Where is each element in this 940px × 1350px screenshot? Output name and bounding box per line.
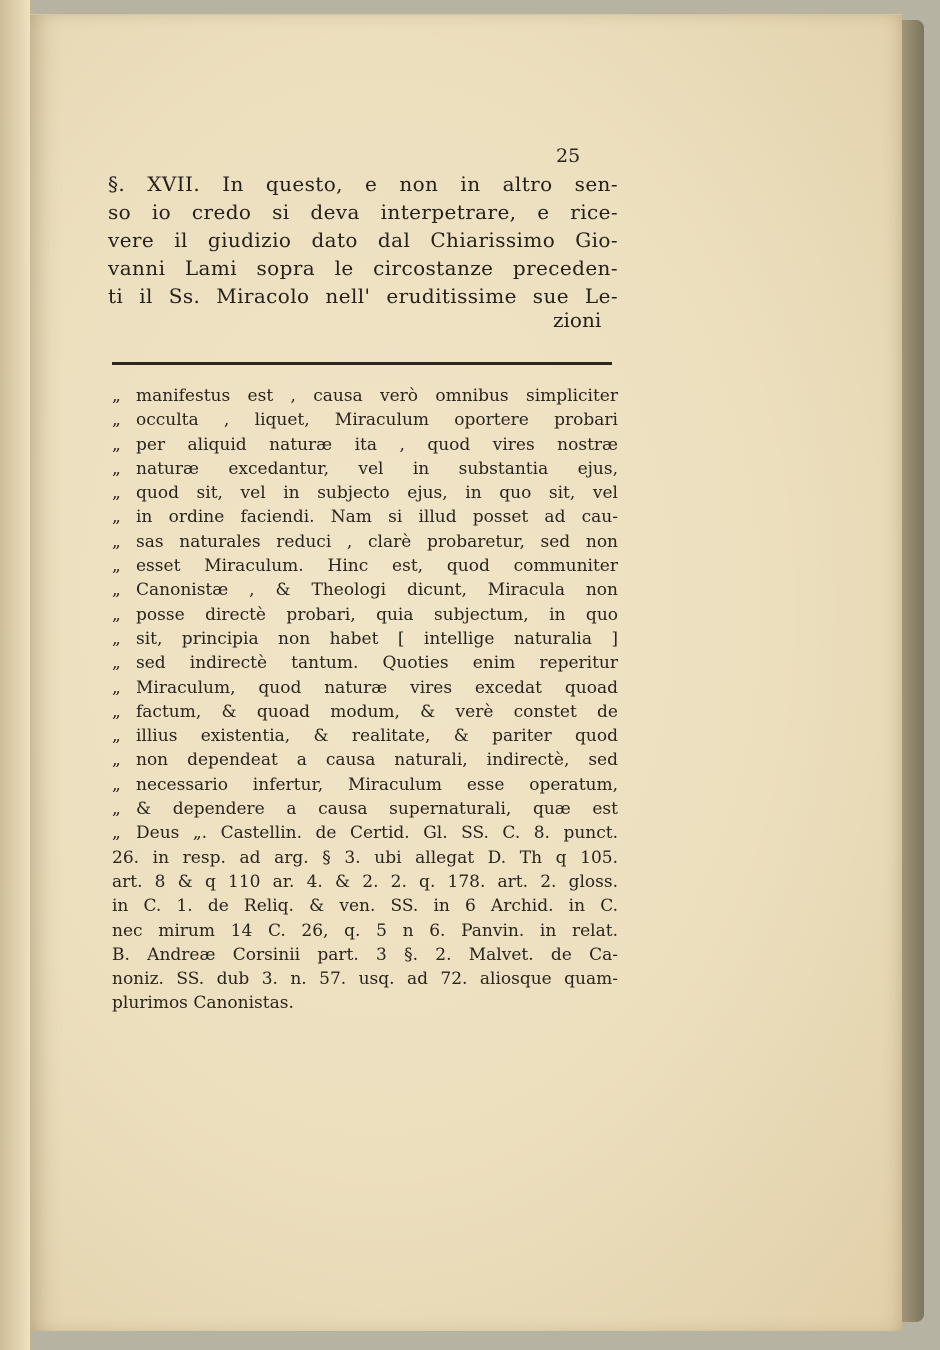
main-paragraph: [108, 170, 618, 310]
quote-mark: „: [112, 701, 121, 722]
footnote-text: & dependere a causa supernaturali, quæ est: [136, 799, 618, 820]
footnote-line: [112, 967, 618, 991]
footnote-line: [112, 797, 618, 821]
footnote-line: [112, 724, 618, 748]
footnote-line: [112, 919, 618, 943]
footnote-text: Canonistæ , & Theologi dicunt, Miracula non: [136, 580, 618, 601]
paragraph-line: §. XVII. In questo, e non in altro sen-: [108, 172, 618, 196]
quote-mark: „: [112, 410, 121, 431]
footnote-line: [112, 530, 618, 554]
footnote-block: [112, 384, 618, 1016]
footnote-text: sas naturales reduci , clarè probaretur, sed non: [136, 531, 618, 552]
quote-mark: „: [112, 604, 121, 625]
footnote-text: necessario infertur, Miraculum esse operatum,: [136, 774, 618, 795]
quote-mark: „: [112, 653, 121, 674]
footnote-line: [112, 846, 618, 870]
footnote-text: Deus „. Castellin. de Certid. Gl. SS. C. 8. punct.: [136, 823, 618, 844]
footnote-text: quod sit, vel in subjecto ejus, in quo sit, vel: [136, 483, 618, 504]
footnote-line: [112, 894, 618, 918]
footnote-text: sed indirectè tantum. Quoties enim reperitur: [136, 653, 618, 674]
footnote-text: non dependeat a causa naturali, indirectè, sed: [136, 750, 618, 771]
footnote-line: [112, 578, 618, 602]
footnote-line: [112, 408, 618, 432]
footnote-line: [112, 821, 618, 845]
quote-mark: „: [112, 677, 121, 698]
paragraph-line: vanni Lami sopra le circostanze preceden-: [108, 256, 618, 280]
quote-mark: „: [112, 628, 121, 649]
footnote-line: [112, 481, 618, 505]
footnote-line: [112, 991, 618, 1015]
footnote-line: [112, 457, 618, 481]
quote-mark: „: [112, 823, 121, 844]
footnote-text: occulta , liquet, Miraculum oportere probari: [136, 410, 618, 431]
footnote-text: noniz. SS. dub 3. n. 57. usq. ad 72. aliosque quam-: [112, 969, 618, 990]
footnote-line: [112, 505, 618, 529]
quote-mark: „: [112, 799, 121, 820]
footnote-line: [112, 943, 618, 967]
quote-mark: „: [112, 774, 121, 795]
footnote-text: in ordine faciendi. Nam si illud posset ad cau-: [136, 507, 618, 528]
footnote-text: B. Andreæ Corsinii part. 3 §. 2. Malvet. de Ca-: [112, 944, 618, 965]
quote-mark: „: [112, 726, 121, 747]
footnote-text: plurimos Canonistas.: [112, 993, 294, 1014]
footnote-line: [112, 748, 618, 772]
footnote-line: [112, 554, 618, 578]
paragraph-line: vere il giudizio dato dal Chiarissimo Gio-: [108, 228, 618, 252]
footnote-text: Miraculum, quod naturæ vires excedat quoad: [136, 677, 618, 698]
footnote-text: 26. in resp. ad arg. § 3. ubi allegat D. Th q 105.: [112, 847, 618, 868]
footnote-text: in C. 1. de Reliq. & ven. SS. in 6 Archid. in C.: [112, 896, 618, 917]
footnote-text: per aliquid naturæ ita , quod vires nostræ: [136, 434, 618, 455]
paragraph-line: so io credo si deva interpetrare, e rice-: [108, 200, 618, 224]
footnote-line: [112, 870, 618, 894]
quote-mark: „: [112, 556, 121, 577]
quote-mark: „: [112, 531, 121, 552]
footnote-line: [112, 700, 618, 724]
footnote-text: esset Miraculum. Hinc est, quod communiter: [136, 556, 618, 577]
footnote-text: factum, & quoad modum, & verè constet de: [136, 701, 618, 722]
quote-mark: „: [112, 750, 121, 771]
footnote-text: sit, principia non habet [ intellige naturalia ]: [136, 628, 618, 649]
quote-mark: „: [112, 386, 121, 406]
left-page-edge: [0, 0, 31, 1350]
footnote-line: [112, 651, 618, 675]
paragraph-line: ti il Ss. Miracolo nell' eruditissime sue Le-: [108, 284, 618, 308]
footnote-text: posse directè probari, quia subjectum, in quo: [136, 604, 618, 625]
footnote-line: [112, 773, 618, 797]
footnote-line: [112, 384, 618, 408]
footnote-text: manifestus est , causa verò omnibus simpliciter: [136, 386, 618, 406]
footnote-line: [112, 676, 618, 700]
footnote-text: nec mirum 14 C. 26, q. 5 n 6. Panvin. in relat.: [112, 920, 618, 941]
quote-mark: „: [112, 580, 121, 601]
page-number: 25: [556, 145, 581, 167]
catchword: zioni: [553, 308, 602, 332]
footnote-text: naturæ excedantur, vel in substantia ejus,: [136, 458, 618, 479]
footnote-text: illius existentia, & realitate, & pariter quod: [136, 726, 618, 747]
footnote-line: [112, 603, 618, 627]
footnote-rule: [112, 362, 612, 365]
quote-mark: „: [112, 434, 121, 455]
quote-mark: „: [112, 483, 121, 504]
quote-mark: „: [112, 507, 121, 528]
footnote-line: [112, 433, 618, 457]
footnote-line: [112, 627, 618, 651]
footnote-text: art. 8 & q 110 ar. 4. & 2. 2. q. 178. art. 2. gloss.: [112, 871, 618, 892]
quote-mark: „: [112, 458, 121, 479]
